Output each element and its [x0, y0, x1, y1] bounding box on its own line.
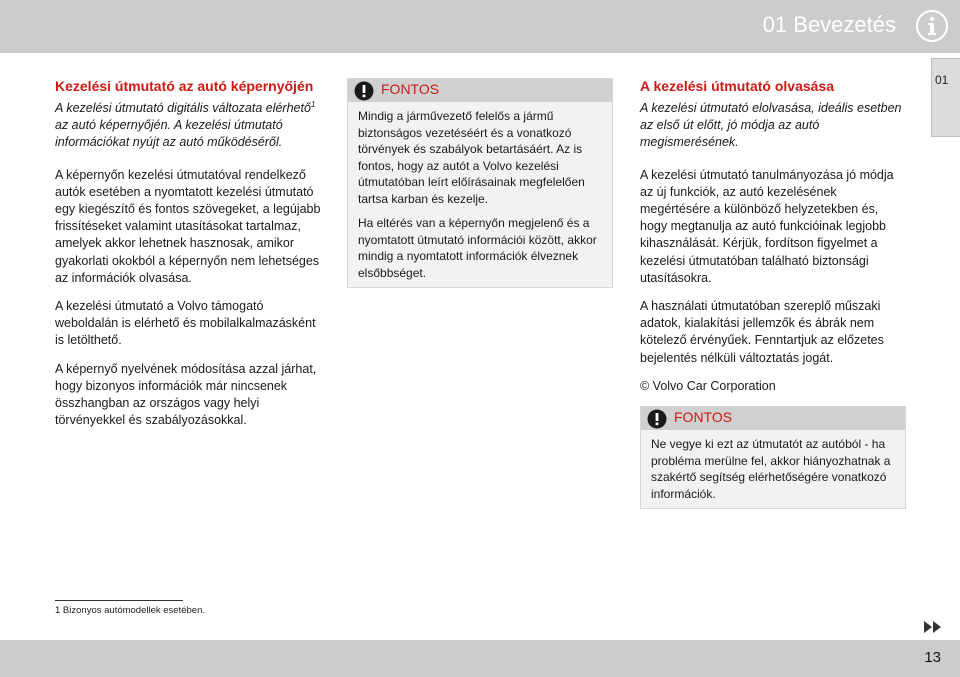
- warning-icon: [354, 81, 374, 101]
- section-heading: Kezelési útmutató az autó képernyőjén: [55, 78, 314, 94]
- info-icon: [915, 9, 949, 43]
- column-middle: [347, 78, 613, 288]
- warning-icon: [647, 409, 667, 429]
- important-box: [640, 406, 906, 509]
- important-box-title: FONTOS: [381, 81, 440, 97]
- lead-paragraph: A kezelési útmutató elolvasása, ideális esetben az első út előtt, jó módja az autó megismerésének.: [640, 101, 902, 150]
- important-box-header: [348, 79, 612, 102]
- footnote: [55, 605, 205, 616]
- copyright-line: © Volvo Car Corporation: [640, 378, 776, 393]
- body-paragraph: A kezelési útmutató tanulmányozása jó módja az új funkciók, az autó kezelésének megértésére a különböző helyzetekben és, hogy megtanulja az autó funkcióinak legjobb kihasználását. Kérjük, fordítson figyelmet a kezelési útmutatóban található biztonsági utasításokra.: [640, 167, 894, 285]
- page-footer: [0, 640, 960, 677]
- body-paragraph: A kezelési útmutató a Volvo támogató weboldalán is elérhető és mobilalkalmazásként is letölthető.: [55, 299, 316, 348]
- lead-paragraph: A kezelési útmutató digitális változata elérhető$^1$ az autó képernyőjén. A kezelési útmutató információkat nyújt az autó működéséről.: [55, 99, 316, 150]
- side-tab-label: 01: [935, 73, 949, 87]
- footnote-ref: 1: [310, 99, 316, 109]
- important-box-title: FONTOS: [674, 409, 733, 426]
- footnote-divider: [55, 600, 183, 601]
- chapter-side-tab: [931, 58, 960, 137]
- important-text: Mindig a járművezető felelős a jármű biztonságos vezetéséért és a vonatkozó törvények és szabályok betartásáért. Az is fontos, hogy az autót a Volvo kezelési útmutatóban leírt előírásainak megfelelően tartsa karban és kezelje.: [358, 109, 585, 206]
- footnote-text: Bizonyos autómodellek esetében.: [60, 605, 206, 616]
- column-right: [640, 78, 906, 509]
- column-left: [55, 78, 323, 440]
- important-text: Ha eltérés van a képernyőn megjelenő és a nyomtatott útmutató információi között, akkor mindig a nyomtatott információk élveznek elsőbbséget.: [358, 216, 597, 280]
- body-paragraph: A képernyő nyelvének módosítása azzal járhat, hogy bizonyos információk már nincsenek összhangban az országos vagy helyi törvényekkel és szabályozásokkal.: [55, 361, 317, 428]
- important-box-header: [641, 407, 905, 430]
- important-box: [347, 78, 613, 288]
- page-header: [0, 0, 960, 53]
- section-heading: A kezelési útmutató olvasása: [640, 78, 835, 94]
- body-paragraph: A képernyőn kezelési útmutatóval rendelkező autók esetében a nyomtatott kezelési útmutató egy kiegészítő és fontos szövegeket, a legújabb frissítéseket valamint utasításokat tartalmaz, amelyek akkor lehetnek hasznosak, amikor gyakorlati okokból a képernyőn nem lehetséges az információk olvasása.: [55, 167, 321, 285]
- chapter-title: 01 Bevezetés: [762, 12, 896, 37]
- important-text: Ne vegye ki ezt az útmutatót az autóból - ha probléma merülne fel, akkor hiányozhatnak a szakértő segítség elérhetőségére vonatkozó információk.: [651, 437, 891, 501]
- page-number: 13: [924, 649, 941, 666]
- double-chevron-right-icon[interactable]: [922, 620, 944, 634]
- footnote-mark: 1: [55, 605, 61, 616]
- body-paragraph: A használati útmutatóban szereplő műszaki adatok, kialakítási jellemzők és ábrák nem kötelező érvényűek. Fenntartjuk az előzetes bejelentés nélküli változtatás jogát.: [640, 299, 884, 365]
